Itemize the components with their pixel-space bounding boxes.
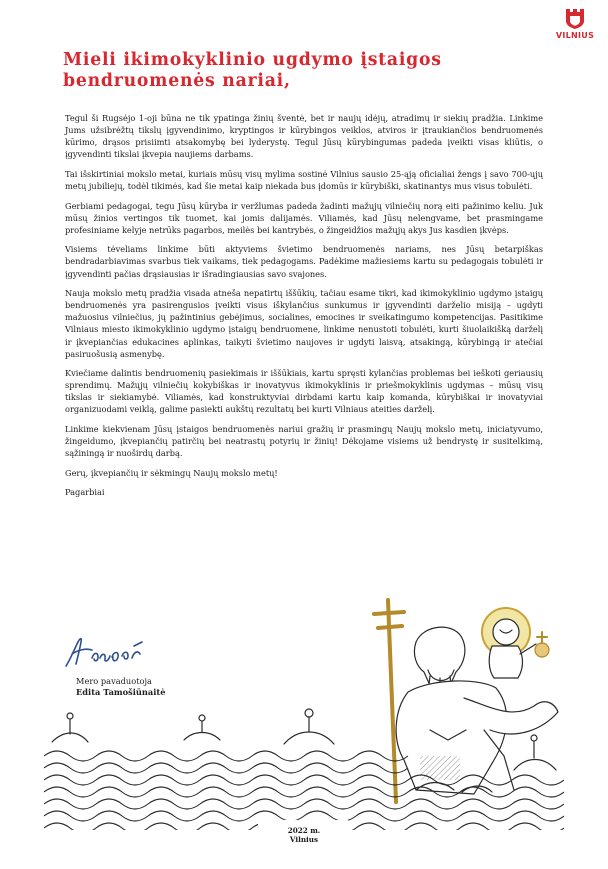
paragraph-1: Tegul ši Rugsėjo 1-oji būna ne tik ypatinga žinių šventė, bet ir naujų idėjų, atradimų ir siekių pradžia. Linkime Jums užsibrėžtų tikslų įgyvendinimo, kryptingos ir kūrybingos veiklos, atviros ir įtraukiančios bendruomenės kūrimo, drąsos prisiimti atsakomybę bei lyderystę. Tegul Jūsų kūrybingumas padeda įveikti visas kliūtis, o įgyvendinti tikslai įkvepia naujiems darbams.	[65, 113, 543, 160]
vilnius-logo	[550, 6, 600, 40]
paragraph-7: Linkime kiekvienam Jūsų įstaigos bendruomenės nariui gražių ir prasmingų Naujų mokslo metų, iniciatyvumo, žingeidumo, įkvepiančių patirčių bei neatrastų potyrių ir žinių! Dėkojame visiems už bendrystę ir susitelkimą, sąžiningą ir nuoširdų darbą.	[65, 424, 543, 459]
signer-role: Mero pavaduotoja	[76, 676, 152, 686]
paragraph-3: Gerbiami pedagogai, tegu Jūsų kūryba ir veržlumas padeda žadinti mažųjų vilniečių norą eiti pažinimo keliu. Juk mūsų žinios vertingos tik tuomet, kai jomis dalijamės. Viliamės, kad Jūsų nelengvame, bet prasmingame profesiniame kelyje netrūks pagarbos, meilės bei kantrybės, o žingeidžios mažųjų akys Jus kasdien įkvėps.	[65, 200, 543, 235]
signer-name: Edita Tamošiūnaitė	[76, 687, 166, 697]
paragraph-wish: Gerų, įkvepiančių ir sėkmingų Naujų mokslo metų!	[65, 467, 278, 478]
closing-regards: Pagarbiai	[65, 487, 105, 498]
paragraph-2: Tai išskirtiniai mokslo metai, kuriais mūsų visų mylima sostinė Vilnius sausio 25-ąją oficialiai žengs į savo 700-ųjų metų jubiliejų, todėl tikimės, kad šie metai kaip niekada bus įdomūs ir kūrybiški, skatinantys mus visus tobulėti.	[65, 168, 543, 191]
letter-footer	[0, 826, 608, 844]
footer-city: Vilnius	[289, 835, 319, 844]
paragraph-5: Nauja mokslo metų pradžia visada atneša nepatirtų iššūkių, tačiau esame tikri, kad ikimokyklinio ugdymo įstaigų bendruomenės yra pasirengusios įveikti visus iškylančius sunkumus ir įgyvendinti darželio misiją – ugdyti mažuosius vilniečius, jų pažintinius gebėjimus, socialines, emocines ir sveikatingumo kompetencijas. Pasitikime Vilniaus miesto ikimokyklinio ugdymo įstaigų bendruomene, linkime nenustoti tobulėti, kurti šiuolaikišką darželį ir įkvepiančias edukacines aplinkas, taikyti švietimo naujoves ir ugdyti laisvą, atsakingą, kūrybingą ir atečiai pasiruošusią asmenybę.	[65, 288, 543, 359]
vilnius-crown-icon	[563, 6, 587, 30]
paragraph-6: Kviečiame dalintis bendruomenių pasiekimais ir iššūkiais, kartu spręsti kylančias problemas bei ieškoti geriausių sprendimų. Mažųjų vilniečių kokybiškas ir inovatyvus ikimokyklinis ir priešmokyklinis ugdymas – mūsų visų tikslas ir siekiamybė. Viliamės, kad konstruktyviai dirbdami kartu kaip komanda, kūrybiškai ir inovatyviai organizuodami veiklą, galime pasiekti aukštų rezultatų bei kurti Vilniaus ateities darželį.	[65, 368, 543, 415]
letter-title: Mieli ikimokyklinio ugdymo įstaigos bendruomenės nariai,	[63, 50, 442, 91]
logo-text: VILNIUS	[555, 31, 595, 40]
saint-christopher-illustration	[44, 580, 564, 830]
letter-body	[65, 112, 543, 506]
paragraph-4: Visiems tėveliams linkime būti aktyviems švietimo bendruomenės nariams, nes Jūsų betarpiškas bendradarbiavimas svarbus tiek vaikams, tiek pedagogams. Padėkime mažiesiems kartu su pedagogais tobulėti ir įgyvendinti pačias drąsiausias ir išradingiausias savo svajones.	[65, 244, 543, 279]
footer-year: 2022 m.	[287, 826, 321, 835]
